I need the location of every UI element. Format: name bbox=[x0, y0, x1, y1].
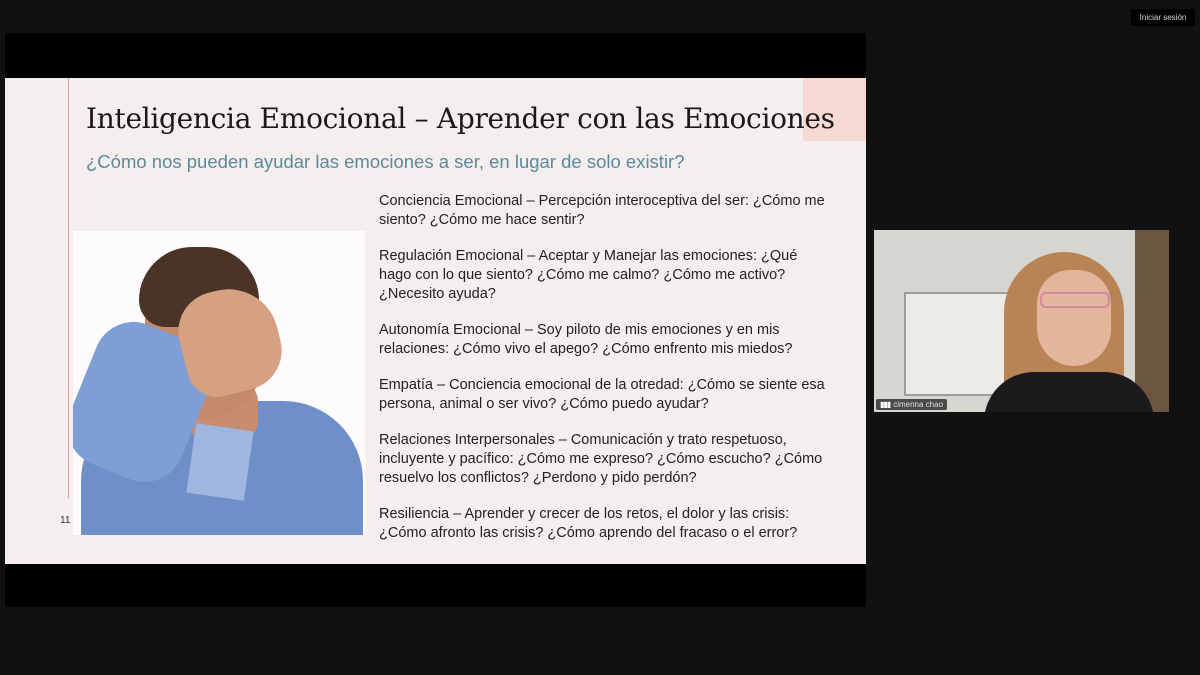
participant-video-tile[interactable] bbox=[874, 230, 1169, 412]
slide-page-number: 11 bbox=[60, 515, 71, 526]
list-item: Regulación Emocional – Aceptar y Manejar las emociones: ¿Qué hago con lo que siento? ¿Cómo me calmo? ¿Cómo me activo? ¿Necesito ayuda? bbox=[379, 248, 798, 302]
participant-name-label: ▮▮▮ cimenna chao bbox=[876, 399, 947, 410]
slide-title: Inteligencia Emocional – Aprender con las Emociones bbox=[86, 102, 835, 135]
shared-screen bbox=[5, 33, 866, 607]
presentation-slide bbox=[5, 78, 866, 564]
list-item: Relaciones Interpersonales – Comunicación y trato respetuoso, incluyente y pacífico: ¿Cómo me expreso? ¿Cómo escucho? ¿Cómo resuelvo los conflictos? ¿Perdono y pido perdón? bbox=[379, 432, 823, 486]
list-item: Resiliencia – Aprender y crecer de los retos, el dolor y las crisis: ¿Cómo afronto las crisis? ¿Cómo aprendo del fracaso o el error? bbox=[379, 506, 798, 541]
list-item: Autonomía Emocional – Soy piloto de mis emociones y en mis relaciones: ¿Cómo vivo el apego? ¿Cómo enfrento mis miedos? bbox=[379, 322, 793, 357]
list-item: Conciencia Emocional – Percepción interoceptiva del ser: ¿Cómo me siento? ¿Cómo me hace sentir? bbox=[379, 193, 825, 228]
slide-subtitle: ¿Cómo nos pueden ayudar las emociones a ser, en lugar de solo existir? bbox=[86, 151, 685, 172]
signal-strength-icon: ▮▮▮ bbox=[880, 400, 891, 409]
list-item: Empatía – Conciencia emocional de la otredad: ¿Cómo se siente esa persona, animal o ser vivo? ¿Cómo puedo ayudar? bbox=[379, 377, 825, 412]
emotional-skills-list bbox=[379, 192, 831, 560]
slide-accent-line bbox=[68, 78, 69, 498]
man-facepalm-image bbox=[73, 231, 365, 535]
sign-in-button[interactable]: Iniciar sesión bbox=[1131, 9, 1195, 26]
